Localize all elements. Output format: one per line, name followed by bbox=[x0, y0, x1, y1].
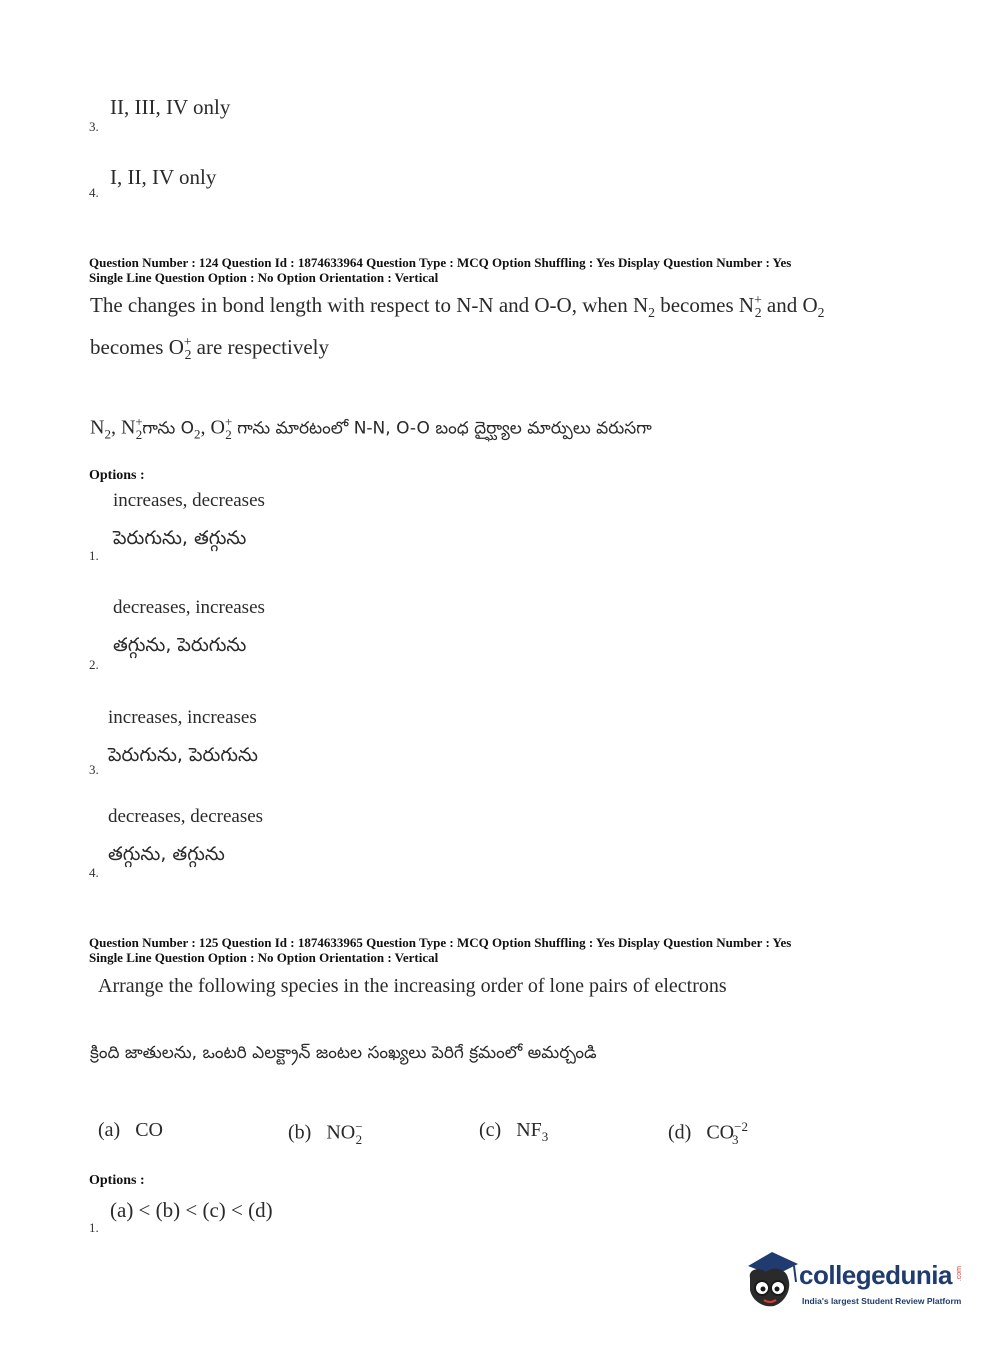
q124-option-2-number: 2. bbox=[89, 657, 99, 672]
prev-option-3-text: II, III, IV only bbox=[110, 95, 231, 119]
species-label: (a) bbox=[98, 1119, 121, 1141]
q124-option-1-te: పెరుగును, తగ్గును bbox=[113, 527, 247, 549]
species-formula: CO bbox=[135, 1119, 163, 1141]
q124-meta-line1: Question Number : 124 Question Id : 1874633964 Question Type : MCQ Option Shuffling : Yes Display Question Number : Yes bbox=[89, 255, 792, 270]
q124-option-1-en: increases, decreases bbox=[113, 490, 265, 511]
q124-option-1-number: 1. bbox=[89, 548, 99, 563]
q124-text-en-line1: The changes in bond length with respect to N-N and O-O, when $N_2$ becomes $N^+_2$ and $O_2$ bbox=[90, 292, 825, 321]
q124-option-4-en: decreases, decreases bbox=[108, 806, 264, 827]
q125-species-d: (d) $CO^{-2}_3$ bbox=[668, 1119, 748, 1147]
logo-name: collegedunia bbox=[799, 1260, 952, 1290]
q125-species-b: (b) $NO^-_2$ bbox=[288, 1119, 363, 1147]
collegedunia-logo bbox=[742, 1246, 972, 1316]
q125-meta-line2: Single Line Question Option : No Option Orientation : Vertical bbox=[89, 950, 439, 965]
q125-text-te: క్రింది జాతులను, ఒంటరి ఎలక్ట్రాన్ జంటల సంఖ్యలు పెరిగే క్రమంలో అమర్చండి bbox=[90, 1043, 597, 1063]
q125-meta bbox=[89, 935, 791, 965]
species-formula: NF bbox=[516, 1119, 542, 1141]
q124-option-3-te: పెరుగును, పెరుగును bbox=[108, 744, 258, 766]
prev-option-4-number: 4. bbox=[89, 185, 99, 200]
q124-meta-line2: Single Line Question Option : No Option Orientation : Vertical bbox=[89, 270, 439, 285]
mascot-icon bbox=[742, 1248, 802, 1314]
species-formula: NO bbox=[326, 1121, 356, 1144]
q124-option-3-en: increases, increases bbox=[108, 707, 257, 728]
species-formula: CO bbox=[706, 1121, 735, 1144]
species-label: (c) bbox=[479, 1119, 502, 1141]
q124-option-2-en: decreases, increases bbox=[113, 597, 265, 618]
logo-tagline: India's largest Student Review Platform bbox=[802, 1296, 962, 1306]
q124-text-te: $N_2$, $N^+_2గాను$ $O_2$, $O^+_2$ గాను మారటంలో N-N, O-O బంధ దైర్ఘ్యాల మార్పులు వరుసగా bbox=[90, 414, 652, 442]
q125-option-1-number: 1. bbox=[89, 1220, 99, 1235]
q124-option-3-number: 3. bbox=[89, 762, 99, 777]
q125-text-en: Arrange the following species in the increasing order of lone pairs of electrons bbox=[98, 975, 727, 997]
q124-option-2-te: తగ్గును, పెరుగును bbox=[113, 634, 247, 656]
logo-com: .com bbox=[956, 1266, 963, 1282]
q124-options-label: Options : bbox=[89, 468, 145, 483]
q125-species-c: (c) $NF_3$ bbox=[479, 1119, 549, 1144]
species-label: (d) bbox=[668, 1121, 692, 1144]
q125-meta-line1: Question Number : 125 Question Id : 1874633965 Question Type : MCQ Option Shuffling : Yes Display Question Number : Yes bbox=[89, 935, 792, 950]
prev-option-3-number: 3. bbox=[89, 119, 99, 134]
q125-option-1-text: (a) < (b) < (c) < (d) bbox=[110, 1198, 273, 1222]
prev-option-4-text: I, II, IV only bbox=[110, 165, 217, 189]
species-label: (b) bbox=[288, 1121, 312, 1144]
q125-options-label: Options : bbox=[89, 1173, 145, 1188]
q125-species-a bbox=[98, 1119, 163, 1142]
q124-meta bbox=[89, 255, 791, 285]
q124-text-en-line2: becomes $O^+_2$ are respectively bbox=[90, 334, 330, 363]
q124-option-4-te: తగ్గును, తగ్గును bbox=[108, 843, 225, 865]
q124-option-4-number: 4. bbox=[89, 865, 99, 880]
